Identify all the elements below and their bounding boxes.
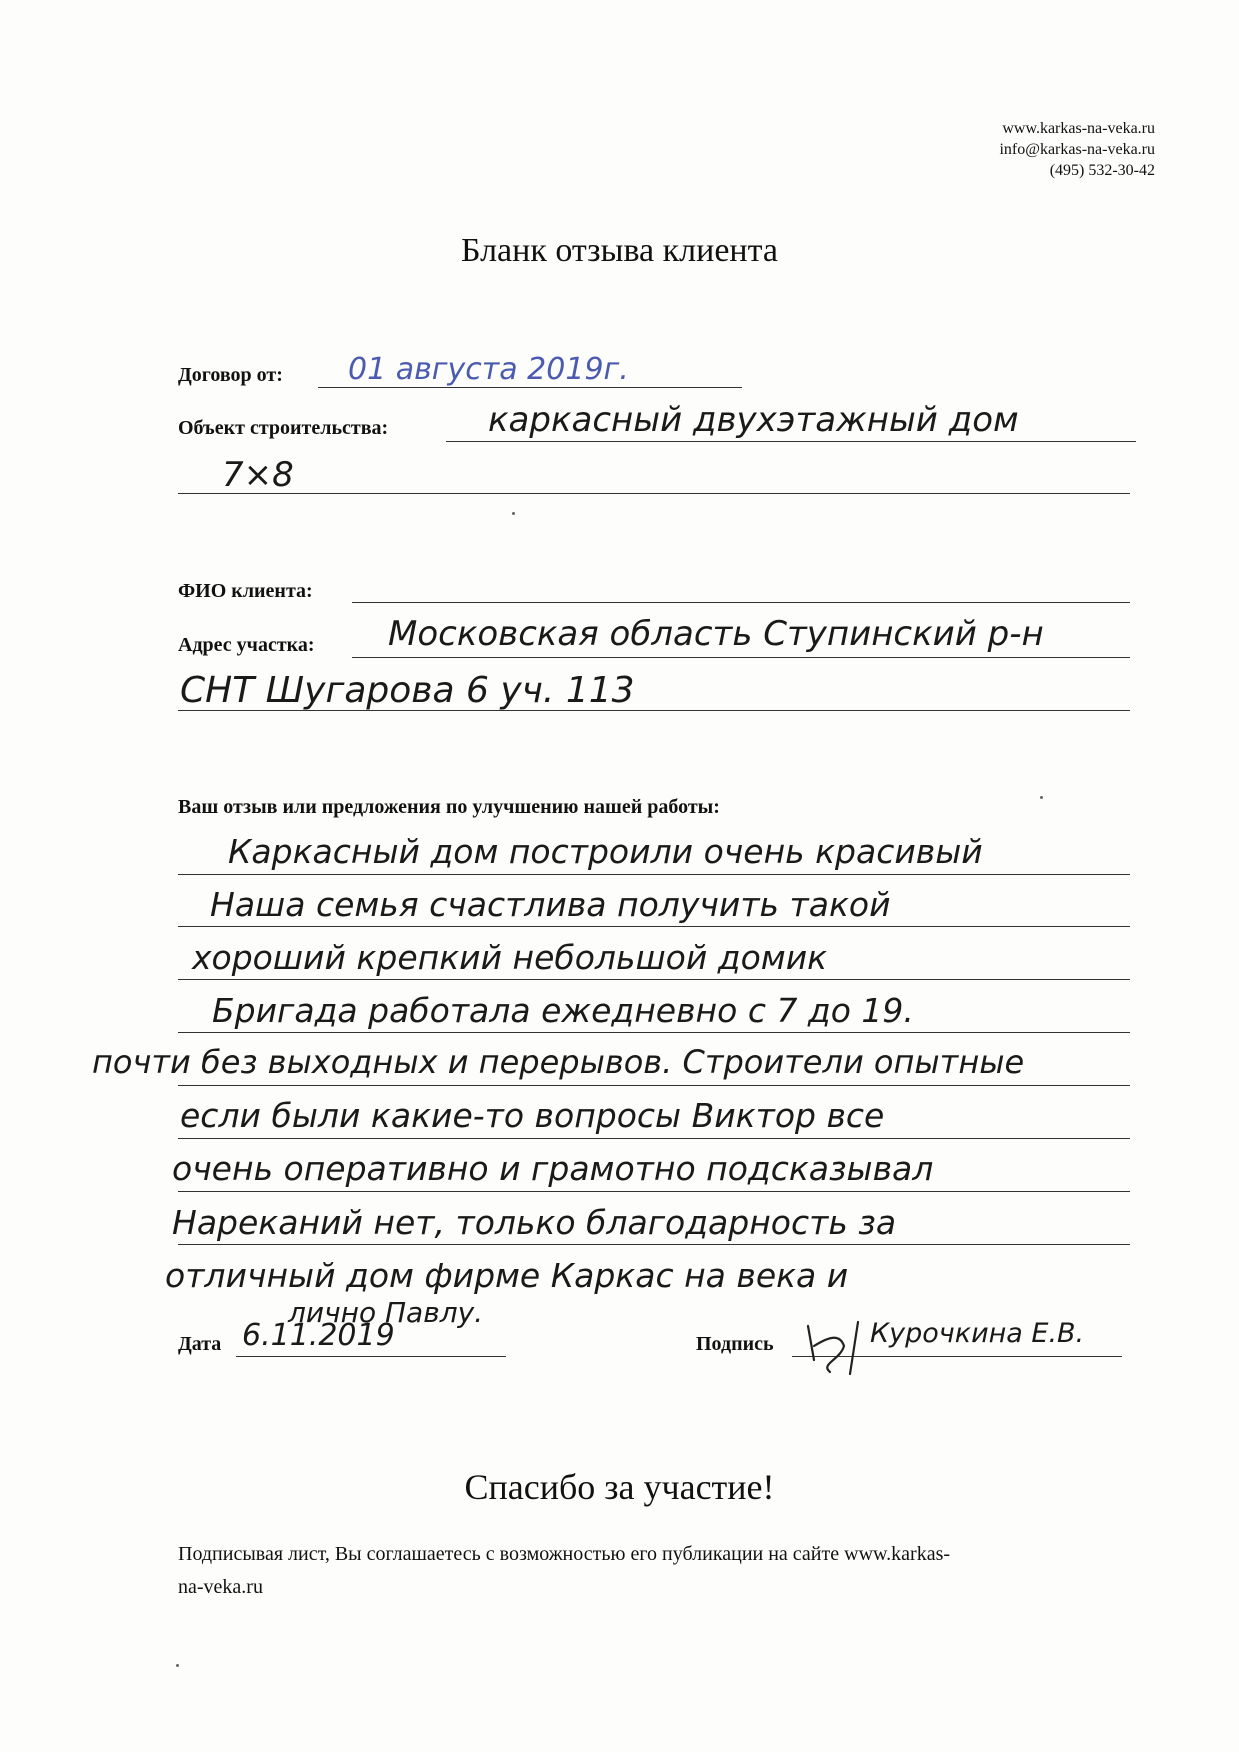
feedback-text-line[interactable]: если были какие-то вопросы Виктор все [180, 1096, 885, 1135]
feedback-text-line[interactable]: очень оперативно и грамотно подсказывал [172, 1149, 934, 1188]
feedback-rule [178, 1032, 1130, 1033]
email-link[interactable]: info@karkas-na-veka.ru [999, 141, 1155, 158]
date-field[interactable]: 6.11.2019 [242, 1318, 395, 1353]
feedback-text-line[interactable]: Наша семья счастлива получить такой [210, 885, 891, 924]
client-name-label: ФИО клиента: [178, 580, 313, 602]
signature-label: Подпись [696, 1333, 774, 1355]
feedback-rule [178, 1244, 1130, 1245]
consent-note [178, 1538, 1168, 1604]
address-label: Адрес участка: [178, 634, 315, 656]
feedback-text-line[interactable]: почти без выходных и перерывов. Строители опытные [92, 1043, 1025, 1081]
object-line-1 [446, 441, 1136, 442]
scan-speck [1040, 796, 1043, 799]
address-field-line-1[interactable]: Московская область Ступинский р-н [388, 614, 1044, 654]
consent-line-1: Подписывая лист, Вы соглашаетесь с возможностью его публикации на сайте www.karkas- [178, 1543, 951, 1565]
feedback-rule [178, 874, 1130, 875]
object-label: Объект строительства: [178, 417, 389, 439]
form-title: Бланк отзыва клиента [461, 232, 778, 269]
feedback-rule [178, 979, 1130, 980]
feedback-rule [178, 926, 1130, 927]
address-field-line-2[interactable]: СНТ Шугарова 6 уч. 113 [180, 670, 635, 711]
feedback-text-line[interactable]: хороший крепкий небольшой домик [192, 938, 828, 977]
signature-name-field[interactable]: Курочкина Е.В. [870, 1318, 1085, 1349]
website-link[interactable]: www.karkas-na-veka.ru [1002, 120, 1155, 137]
contract-line [318, 387, 742, 388]
object-field-line-1[interactable]: каркасный двухэтажный дом [488, 400, 1019, 440]
feedback-label: Ваш отзыв или предложения по улучшению нашей работы: [178, 796, 720, 818]
feedback-text-line[interactable]: Каркасный дом построили очень красивый [228, 832, 983, 871]
thanks-heading: Спасибо за участие! [464, 1467, 775, 1507]
date-line [236, 1356, 506, 1357]
contact-block [999, 118, 1155, 181]
object-field-line-2[interactable]: 7×8 [222, 455, 294, 495]
phone-number: (495) 532-30-42 [1049, 162, 1155, 179]
contract-label: Договор от: [178, 364, 283, 386]
feedback-rule [178, 1138, 1130, 1139]
feedback-rule [178, 1085, 1130, 1086]
client-name-line [352, 602, 1130, 603]
consent-line-2: na-veka.ru [178, 1576, 263, 1598]
object-line-2 [178, 493, 1130, 494]
feedback-text-line[interactable]: Нареканий нет, только благодарность за [172, 1203, 897, 1242]
feedback-text-line[interactable]: лично Павлу. [288, 1296, 484, 1329]
feedback-text-line[interactable]: Бригада работала ежедневно с 7 до 19. [212, 991, 914, 1030]
date-label: Дата [178, 1333, 222, 1355]
address-line-1 [352, 657, 1130, 658]
scan-speck [512, 512, 515, 515]
feedback-rule [178, 1191, 1130, 1192]
feedback-text-line[interactable]: отличный дом фирме Каркас на века и [165, 1256, 849, 1295]
signature-scribble-icon [800, 1316, 870, 1376]
scan-speck [176, 1664, 179, 1667]
contract-date-field[interactable]: 01 августа 2019г. [348, 352, 629, 387]
